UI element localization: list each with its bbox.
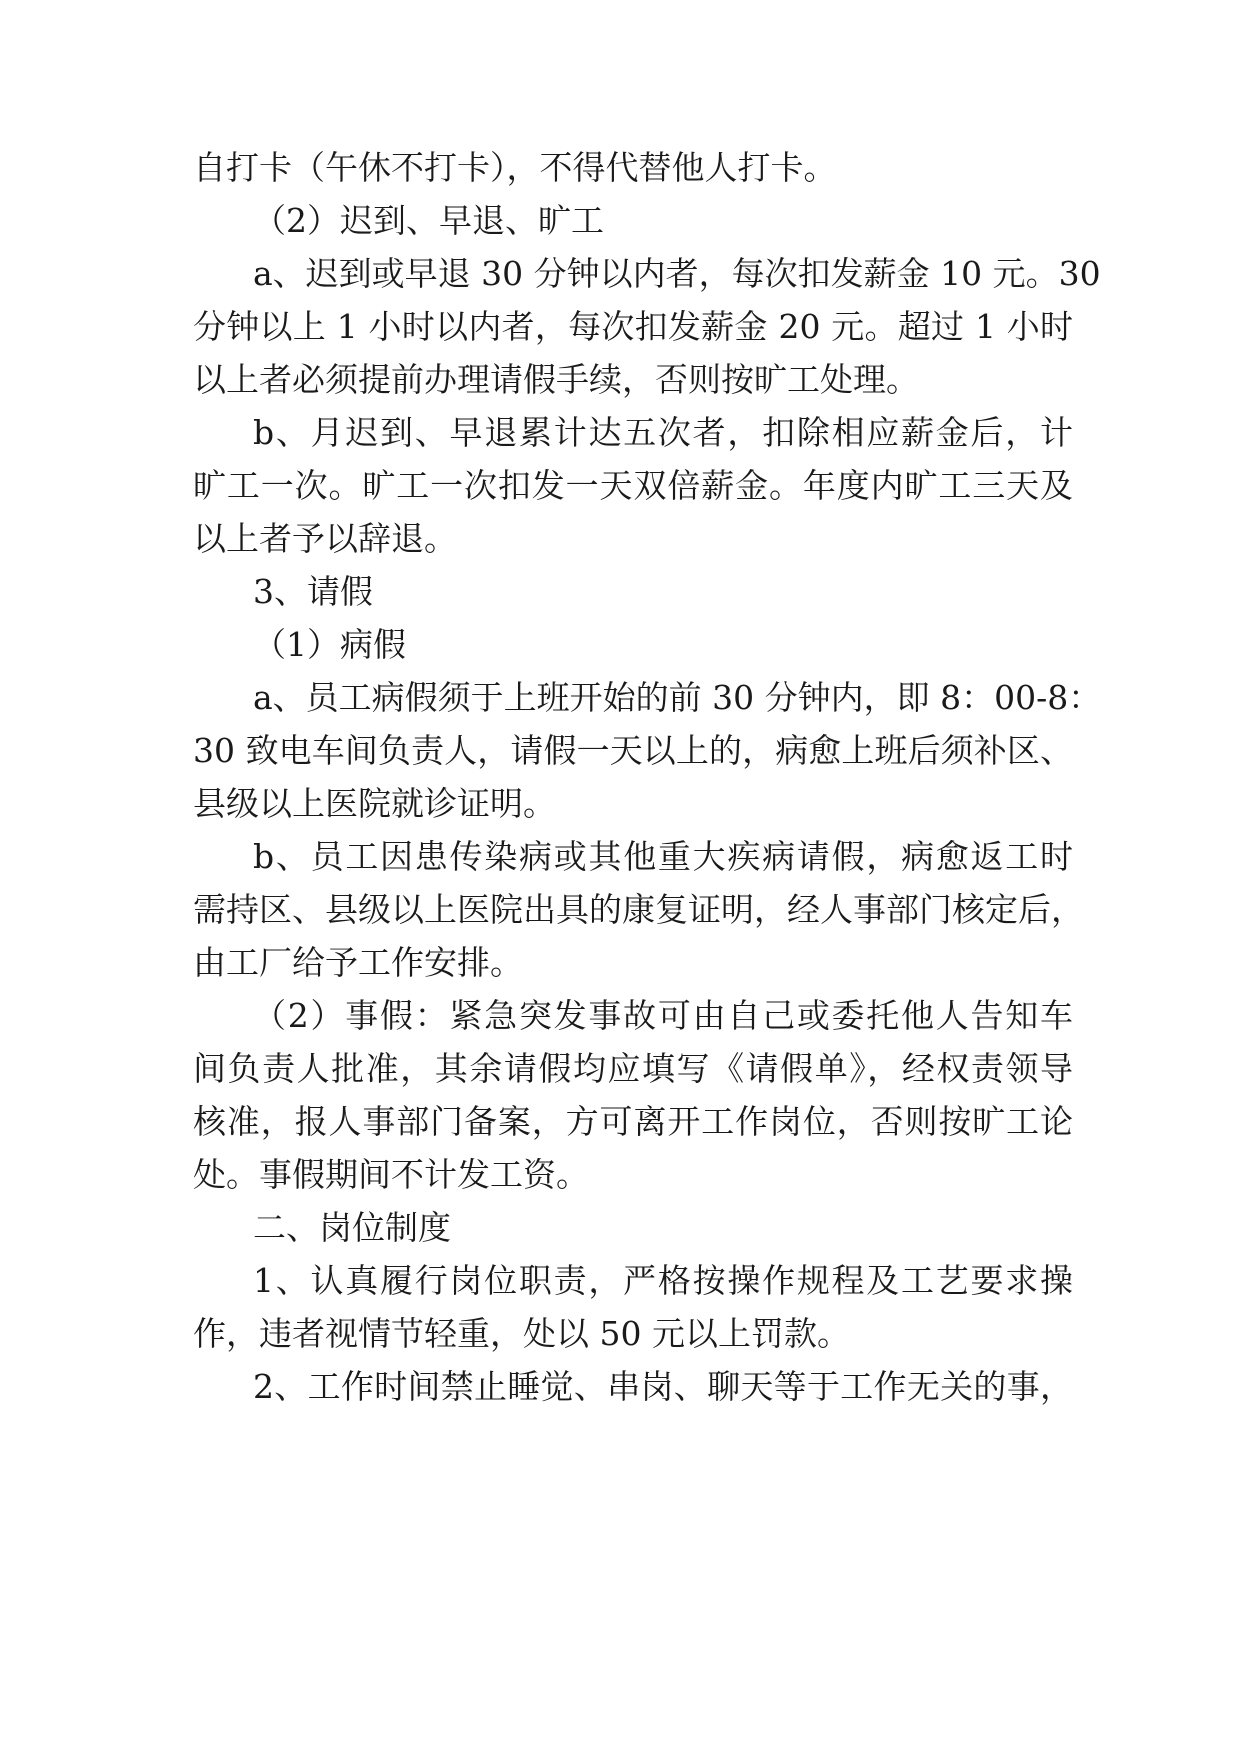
text-line: 2、工作时间禁止睡觉、串岗、聊天等于工作无关的事， <box>253 1367 1073 1406</box>
text-line: 县级以上医院就诊证明。 <box>193 784 556 823</box>
text-line: b、月迟到、早退累计达五次者，扣除相应薪金后，计 <box>253 413 1073 452</box>
text-line: 以上者必须提前办理请假手续，否则按旷工处理。 <box>193 360 919 399</box>
section-heading: 二、岗位制度 <box>253 1208 451 1247</box>
text-line: 处。事假期间不计发工资。 <box>193 1155 589 1194</box>
text-line: 30 致电车间负责人，请假一天以上的，病愈上班后须补区、 <box>193 731 1073 770</box>
text-line: 自打卡（午休不打卡），不得代替他人打卡。 <box>193 148 837 187</box>
text-line: 由工厂给予工作安排。 <box>193 943 523 982</box>
text-line: b、员工因患传染病或其他重大疾病请假，病愈返工时 <box>253 837 1073 876</box>
section-heading: 3、请假 <box>253 572 373 611</box>
section-heading: （2）迟到、早退、旷工 <box>253 201 604 240</box>
text-line: 旷工一次。旷工一次扣发一天双倍薪金。年度内旷工三天及 <box>193 466 1073 505</box>
text-line: 分钟以上 1 小时以内者，每次扣发薪金 20 元。超过 1 小时 <box>193 307 1073 346</box>
text-line: 核准，报人事部门备案，方可离开工作岗位，否则按旷工论 <box>193 1102 1073 1141</box>
text-line: 1、认真履行岗位职责，严格按操作规程及工艺要求操 <box>253 1261 1073 1300</box>
text-line: （2）事假：紧急突发事故可由自己或委托他人告知车 <box>253 996 1073 1035</box>
text-line: 以上者予以辞退。 <box>193 519 457 558</box>
text-line: 间负责人批准，其余请假均应填写《请假单》，经权责领导 <box>193 1049 1073 1088</box>
text-line: a、迟到或早退 30 分钟以内者，每次扣发薪金 10 元。30 <box>253 254 1101 293</box>
section-heading: （1）病假 <box>253 625 406 664</box>
text-line: a、员工病假须于上班开始的前 30 分钟内，即 8：00-8： <box>253 678 1102 717</box>
text-line: 作，违者视情节轻重，处以 50 元以上罚款。 <box>193 1314 850 1353</box>
text-line: 需持区、县级以上医院出具的康复证明，经人事部门核定后， <box>193 890 1084 929</box>
